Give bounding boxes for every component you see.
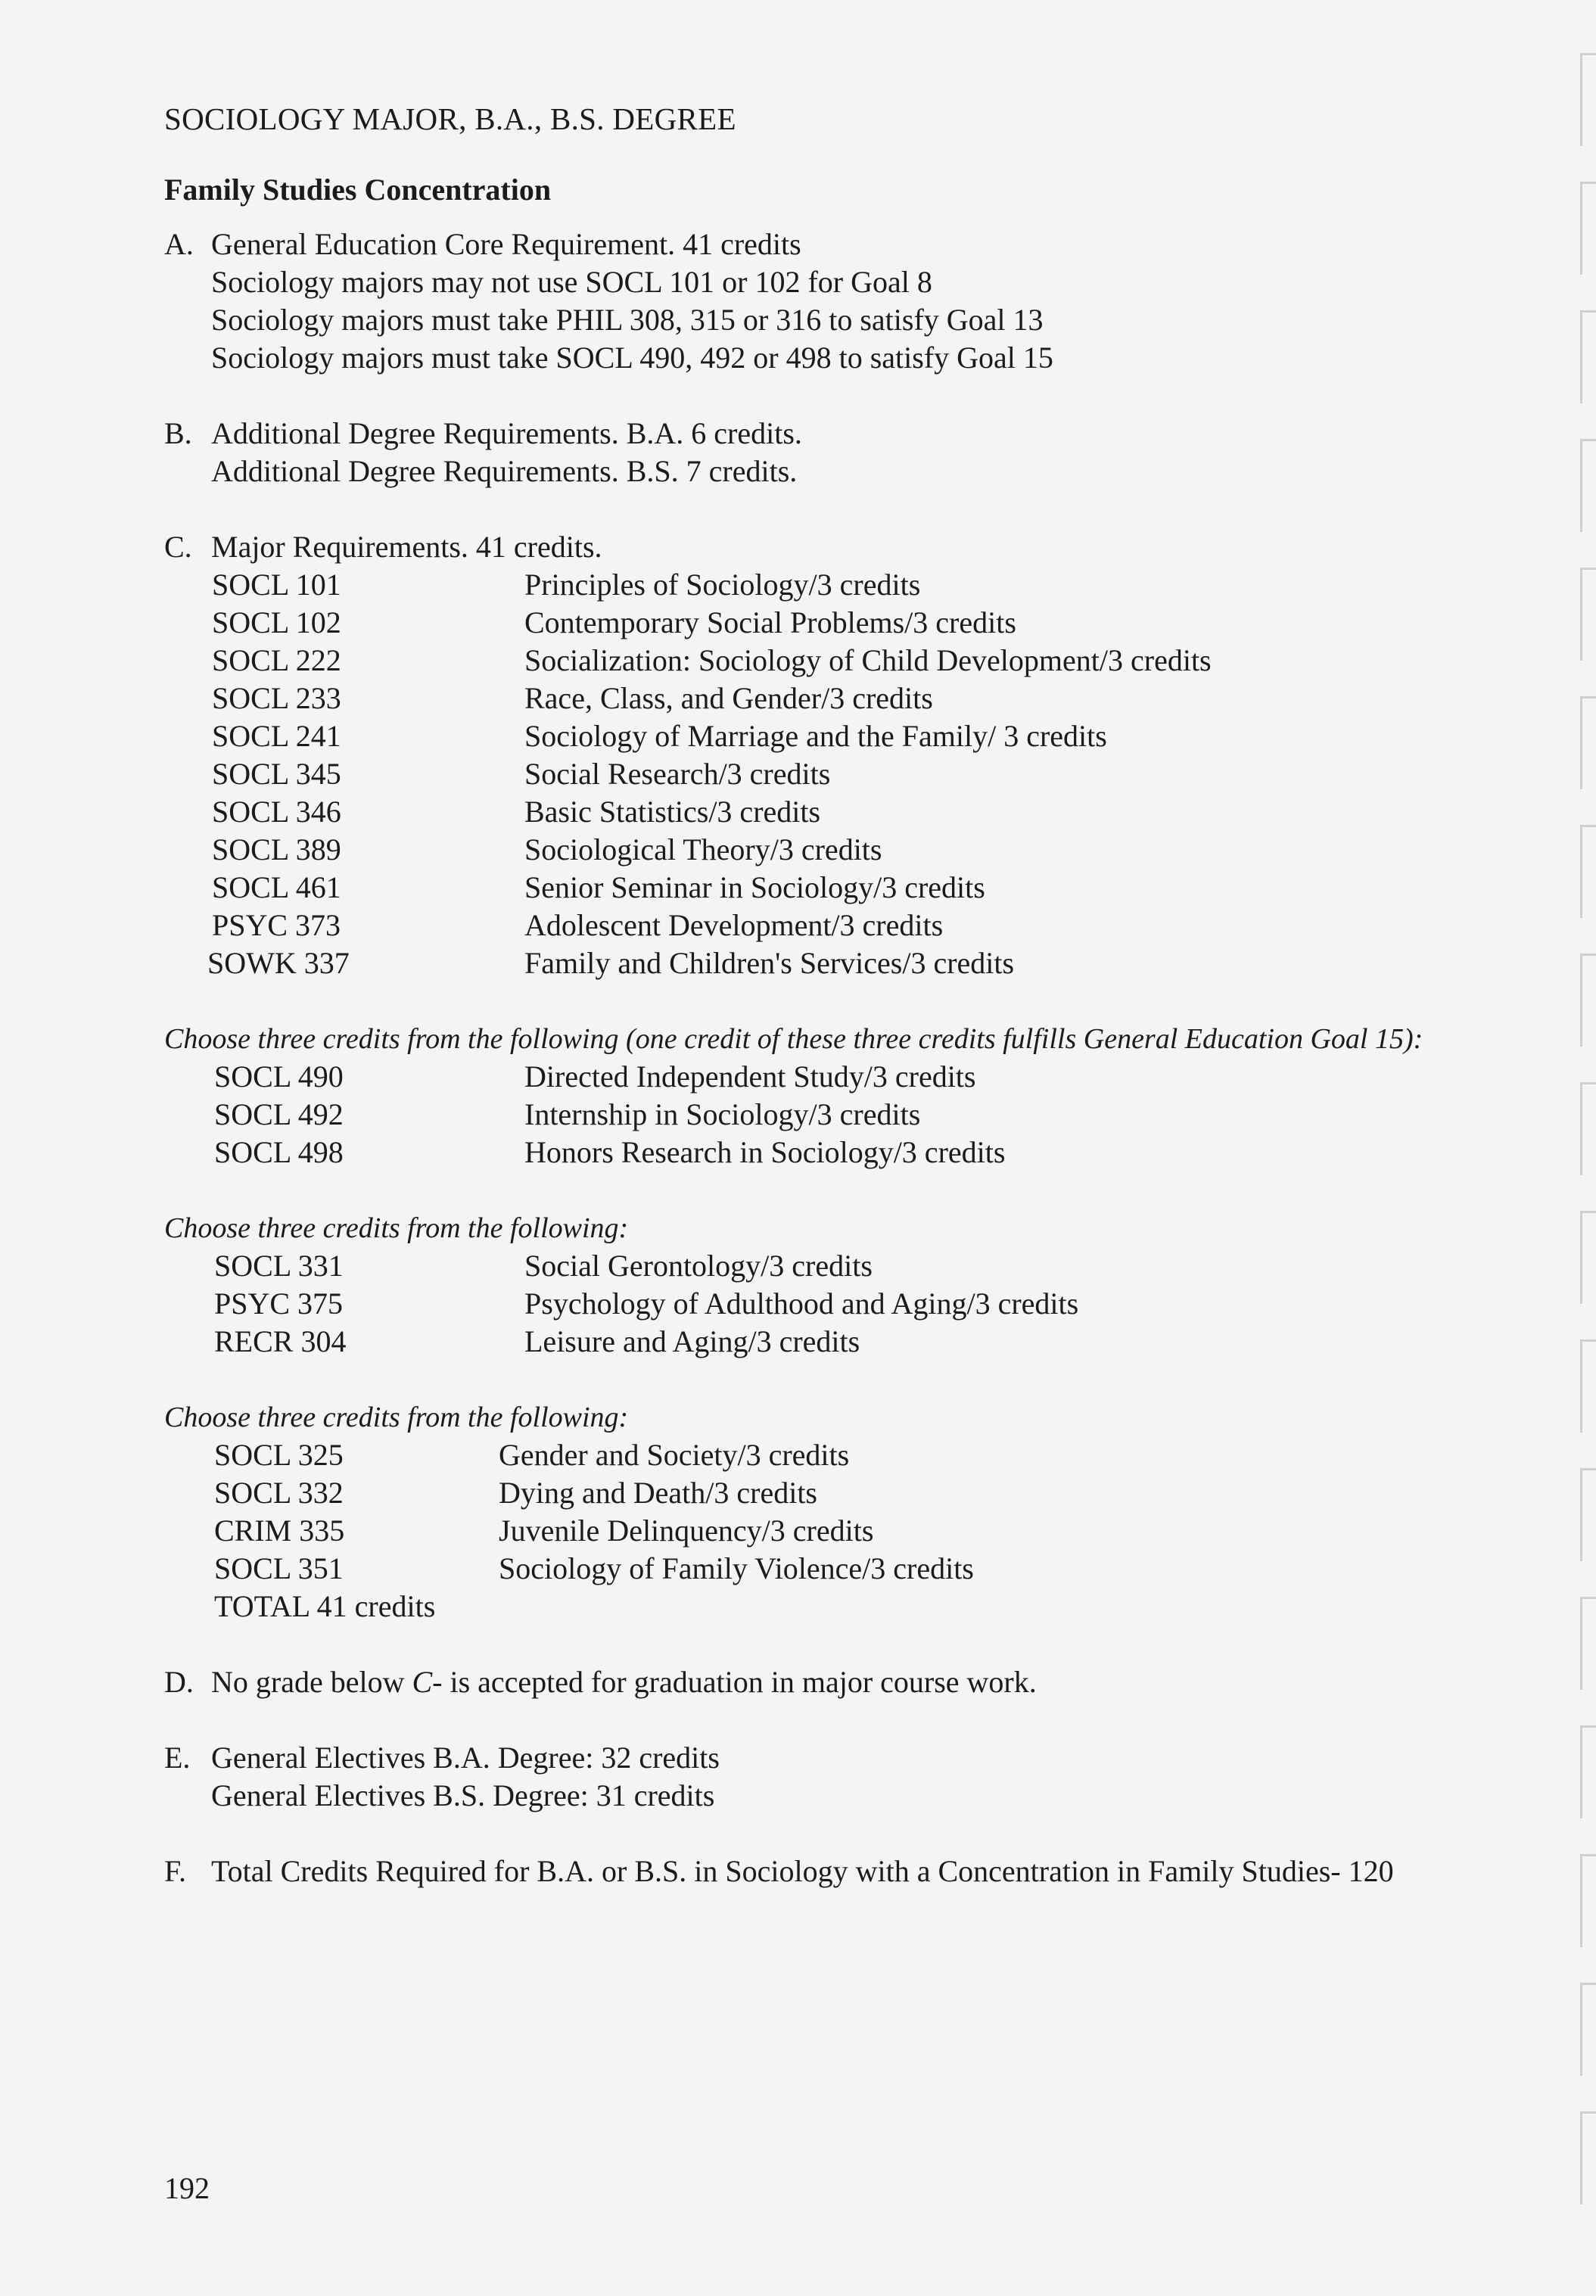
course-row <box>212 717 1347 755</box>
course-description: Sociology of Marriage and the Family/ 3 credits <box>524 719 1107 753</box>
binding-mark <box>1580 1597 1596 1690</box>
binding-mark <box>1580 439 1596 532</box>
page-title: SOCIOLOGY MAJOR, B.A., B.S. DEGREE <box>164 101 736 136</box>
course-row <box>207 944 1347 982</box>
course-description: Basic Statistics/3 credits <box>524 795 821 829</box>
course-description: Senior Seminar in Sociology/3 credits <box>524 870 985 904</box>
course-description: Contemporary Social Problems/3 credits <box>524 605 1016 639</box>
course-description: Socialization: Sociology of Child Development/3 credits <box>524 643 1212 677</box>
section-b-letter: B. <box>164 416 192 450</box>
course-code: PSYC 375 <box>214 1286 344 1321</box>
course-row <box>214 1285 1349 1323</box>
course-code: SOCL 351 <box>214 1551 344 1585</box>
course-description: Dying and Death/3 credits <box>499 1476 817 1510</box>
section-a-line: Sociology majors may not use SOCL 101 or 102 for Goal 8 <box>211 265 932 299</box>
core-course-list <box>207 566 1347 982</box>
concentration-subtitle: Family Studies Concentration <box>164 173 552 207</box>
binding-mark <box>1580 568 1596 661</box>
total-credits: TOTAL 41 credits <box>214 1589 436 1623</box>
course-row <box>212 755 1347 793</box>
course-code: SOCL 461 <box>212 870 341 904</box>
binding-mark <box>1580 1211 1596 1304</box>
elective-group-3-list <box>214 1436 1349 1626</box>
course-code: SOCL 101 <box>212 568 341 602</box>
section-b <box>164 415 1299 490</box>
course-code: SOCL 332 <box>214 1476 344 1510</box>
section-e-line: General Electives B.S. Degree: 31 credits <box>211 1778 715 1812</box>
course-description: Psychology of Adulthood and Aging/3 credits <box>524 1286 1079 1321</box>
course-row <box>214 1550 1349 1588</box>
section-f-letter: F. <box>164 1854 187 1888</box>
course-code: CRIM 335 <box>214 1514 345 1548</box>
course-code: SOWK 337 <box>207 946 350 980</box>
section-b-line: Additional Degree Requirements. B.S. 7 credits. <box>211 454 798 488</box>
binding-mark <box>1580 696 1596 789</box>
course-description: Principles of Sociology/3 credits <box>524 568 921 602</box>
course-description: Honors Research in Sociology/3 credits <box>524 1135 1006 1169</box>
elective-group-3-note: Choose three credits from the following: <box>164 1402 629 1433</box>
section-e-letter: E. <box>164 1741 191 1775</box>
binding-mark <box>1580 1854 1596 1947</box>
course-description: Sociology of Family Violence/3 credits <box>499 1551 974 1585</box>
page-number: 192 <box>164 2171 210 2205</box>
course-row <box>214 1134 1349 1171</box>
course-code: SOCL 102 <box>212 605 341 639</box>
elective-group-2-note: Choose three credits from the following: <box>164 1212 629 1244</box>
binding-mark <box>1580 1983 1596 2076</box>
course-row <box>214 1096 1349 1134</box>
binding-mark <box>1580 825 1596 918</box>
course-row <box>212 831 1347 869</box>
course-row <box>214 1436 1349 1474</box>
course-row <box>214 1474 1349 1512</box>
section-a-letter: A. <box>164 227 194 261</box>
course-code: RECR 304 <box>214 1324 347 1358</box>
course-row <box>212 869 1347 907</box>
course-description: Directed Independent Study/3 credits <box>524 1059 976 1094</box>
section-c <box>164 528 1375 566</box>
course-description: Sociological Theory/3 credits <box>524 832 882 866</box>
course-row <box>214 1512 1349 1550</box>
section-c-letter: C. <box>164 530 192 564</box>
binding-mark <box>1580 1082 1596 1175</box>
course-description: Social Research/3 credits <box>524 757 831 791</box>
section-d-text-pre: No grade below <box>211 1665 412 1699</box>
course-description: Family and Children's Services/3 credits <box>524 946 1015 980</box>
course-row <box>212 793 1347 831</box>
course-row <box>214 1058 1349 1096</box>
course-code: SOCL 490 <box>214 1059 344 1094</box>
course-code: SOCL 498 <box>214 1135 344 1169</box>
binding-mark <box>1580 310 1596 403</box>
section-a <box>164 226 1299 377</box>
course-code: SOCL 241 <box>212 719 341 753</box>
section-f <box>164 1853 1451 1890</box>
course-row <box>212 907 1347 944</box>
course-row <box>212 680 1347 717</box>
binding-mark <box>1580 1468 1596 1561</box>
course-row <box>214 1247 1349 1285</box>
course-code: SOCL 233 <box>212 681 341 715</box>
course-description: Race, Class, and Gender/3 credits <box>524 681 933 715</box>
course-description: Social Gerontology/3 credits <box>524 1249 873 1283</box>
total-credits-row <box>214 1588 1349 1626</box>
section-e-line: General Electives B.A. Degree: 32 credits <box>211 1741 720 1775</box>
binding-mark <box>1580 53 1596 146</box>
binding-mark <box>1580 1339 1596 1433</box>
section-d-text-post: is accepted for graduation in major course work. <box>442 1665 1037 1699</box>
minimum-grade: C- <box>412 1665 443 1699</box>
binding-mark <box>1580 2111 1596 2204</box>
section-a-line: General Education Core Requirement. 41 credits <box>211 227 801 261</box>
course-code: SOCL 331 <box>214 1249 344 1283</box>
binding-mark <box>1580 954 1596 1047</box>
elective-group-2-list <box>214 1247 1349 1361</box>
course-code: SOCL 346 <box>212 795 341 829</box>
course-code: SOCL 222 <box>212 643 341 677</box>
course-row <box>212 642 1347 680</box>
course-row <box>212 604 1347 642</box>
section-d-letter: D. <box>164 1665 194 1699</box>
course-description: Juvenile Delinquency/3 credits <box>499 1514 874 1548</box>
course-description: Adolescent Development/3 credits <box>524 908 944 942</box>
section-e <box>164 1739 1299 1815</box>
course-code: SOCL 325 <box>214 1438 344 1472</box>
binding-mark <box>1580 1725 1596 1818</box>
elective-group-1-note: Choose three credits from the following (one credit of these three credits fulfills General Education Goal 15): <box>164 1023 1423 1055</box>
course-description: Leisure and Aging/3 credits <box>524 1324 860 1358</box>
course-row <box>212 566 1347 604</box>
course-code: SOCL 389 <box>212 832 341 866</box>
course-code: SOCL 345 <box>212 757 341 791</box>
elective-group-1-list <box>214 1058 1349 1171</box>
section-a-line: Sociology majors must take SOCL 490, 492 or 498 to satisfy Goal 15 <box>211 341 1053 375</box>
section-c-heading: Major Requirements. 41 credits. <box>211 530 602 564</box>
section-b-line: Additional Degree Requirements. B.A. 6 credits. <box>211 416 802 450</box>
binding-mark <box>1580 182 1596 275</box>
course-row <box>214 1323 1349 1361</box>
section-d <box>164 1663 1299 1701</box>
course-code: PSYC 373 <box>212 908 341 942</box>
section-f-line: Total Credits Required for B.A. or B.S. in Sociology with a Concentration in Family Studies- 120 <box>211 1854 1394 1888</box>
course-description: Internship in Sociology/3 credits <box>524 1097 921 1131</box>
course-description: Gender and Society/3 credits <box>499 1438 850 1472</box>
course-code: SOCL 492 <box>214 1097 344 1131</box>
section-a-line: Sociology majors must take PHIL 308, 315 or 316 to satisfy Goal 13 <box>211 303 1044 337</box>
